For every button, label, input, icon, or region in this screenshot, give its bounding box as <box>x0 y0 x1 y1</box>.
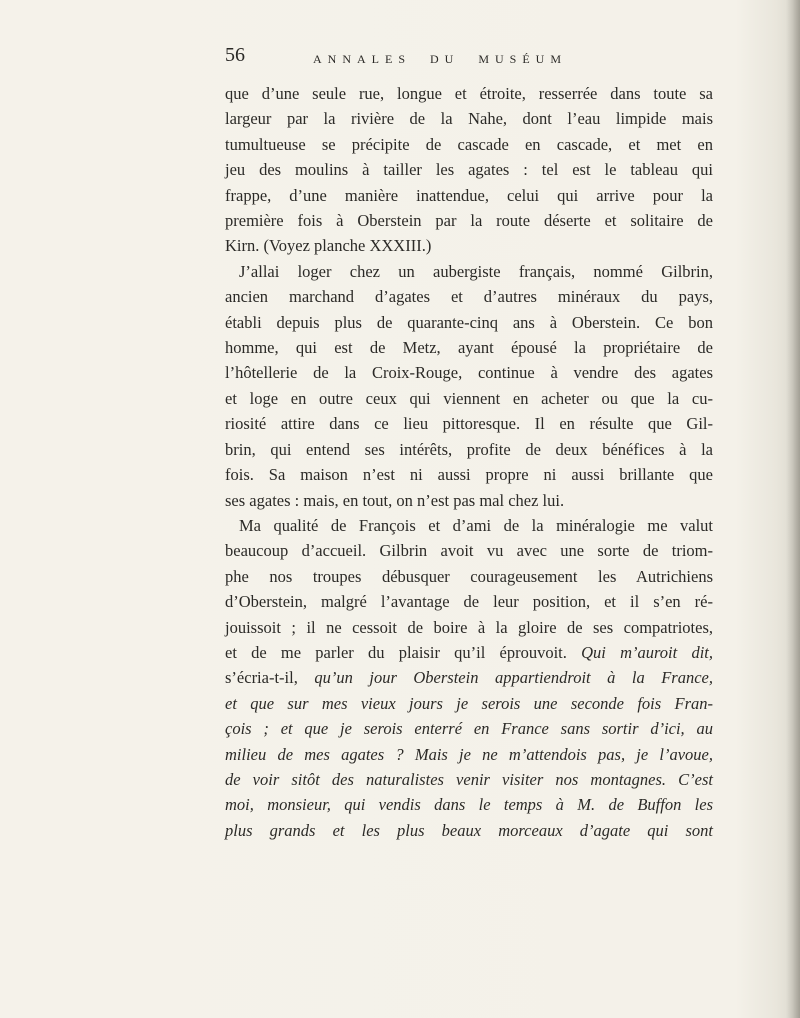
text-line: Kirn. (Voyez planche XXXIII.) <box>225 236 432 256</box>
text-line: l’hôtellerie de la Croix-Rouge, continue à vendre des agates <box>225 363 713 383</box>
text-line: phe nos troupes débusquer courageusement les Autrichiens <box>225 566 713 586</box>
text-line: frappe, d’une manière inattendue, celui qui arrive pour la <box>225 185 713 205</box>
text-line: jouissoit ; il ne cessoit de boire à la gloire de ses compatriotes, <box>225 617 713 637</box>
text-line: s’écria-t-il, qu’un jour Oberstein appartiendroit à la France, <box>225 668 713 688</box>
page-number: 56 <box>225 44 245 66</box>
page-edge-shadow <box>786 0 800 1018</box>
text-line: J’allai loger chez un aubergiste français, nommé Gilbrin, <box>239 261 713 281</box>
text-line: çois ; et que je serois enterré en France sans sortir d’ici, au <box>225 719 713 739</box>
text-line: établi depuis plus de quarante-cinq ans à Oberstein. Ce bon <box>225 312 713 332</box>
text-line: milieu de mes agates ? Mais je ne m’attendois pas, je l’avoue, <box>225 744 713 764</box>
text-line: beaucoup d’accueil. Gilbrin avoit vu avec une sorte de triom- <box>225 541 713 561</box>
text-line: que d’une seule rue, longue et étroite, resserrée dans toute sa <box>225 84 713 103</box>
page-header <box>225 44 705 84</box>
text-line: première fois à Oberstein par la route déserte et solitaire de <box>225 211 713 231</box>
text-line: Ma qualité de François et d’ami de la minéralogie me valut <box>239 515 713 535</box>
text-line: d’Oberstein, malgré l’avantage de leur position, et il s’en ré- <box>225 592 713 612</box>
text-line: moi, monsieur, qui vendis dans le temps à M. de Buffon les <box>225 795 713 815</box>
text-line: et de me parler du plaisir qu’il éprouvoit. Qui m’auroit dit, <box>225 642 713 662</box>
text-line: jeu des moulins à tailler les agates : tel est le tableau qui <box>225 160 713 180</box>
text-line: fois. Sa maison n’est ni aussi propre ni aussi brillante que <box>225 465 713 485</box>
text-line: de voir sitôt des naturalistes venir visiter nos montagnes. C’est <box>225 769 713 789</box>
text-line: et que sur mes vieux jours je serois une seconde fois Fran- <box>225 693 713 713</box>
running-title: ANNALES DU MUSÉUM <box>313 52 568 66</box>
text-line: tumultueuse se précipite de cascade en cascade, et met en <box>225 134 713 154</box>
text-line: plus grands et les plus beaux morceaux d’agate qui sont <box>225 820 713 840</box>
text-line: riosité attire dans ce lieu pittoresque. Il en résulte que Gil- <box>225 414 713 434</box>
text-line: et loge en outre ceux qui viennent en acheter ou que la cu- <box>225 388 713 408</box>
body-text <box>225 81 713 843</box>
text-line: ancien marchand d’agates et d’autres minéraux du pays, <box>225 287 713 307</box>
text-line: homme, qui est de Metz, ayant épousé la propriétaire de <box>225 338 713 358</box>
text-line: brin, qui entend ses intérêts, profite de deux bénéfices à la <box>225 439 713 459</box>
text-line: largeur par la rivière de la Nahe, dont l’eau limpide mais <box>225 109 713 129</box>
text-line: ses agates : mais, en tout, on n’est pas mal chez lui. <box>225 490 565 510</box>
